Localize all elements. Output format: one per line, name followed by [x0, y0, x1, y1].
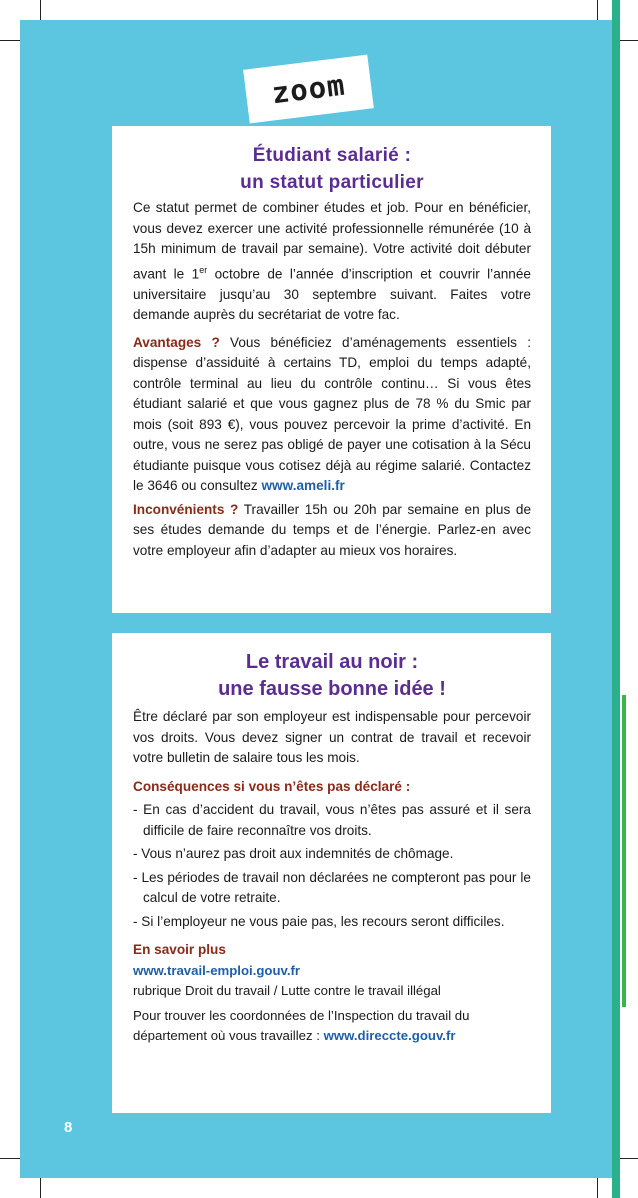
intro-paragraph [133, 198, 531, 326]
list-item: - Les périodes de travail non déclarées ne compteront pas pour le calcul de votre retraite. [133, 869, 531, 905]
direccte-link[interactable]: www.direccte.gouv.fr [323, 1028, 456, 1043]
title-line: une fausse bonne idée ! [218, 678, 446, 700]
ameli-link[interactable]: www.ameli.fr [261, 478, 345, 494]
undeclared-work-box [112, 633, 551, 1113]
consequences-label: Conséquences si vous n’êtes pas déclaré : [133, 778, 411, 794]
crop-mark [0, 1158, 20, 1159]
crop-mark [40, 0, 41, 20]
inspection-text: Pour trouver les coordonnées de l’Inspection du travail du département où vous travaillez : [133, 1007, 470, 1043]
intro-paragraph: Être déclaré par son employeur est indispensable pour percevoir vos droits. Vous devez signer un contrat de travail et recevoir votre bulletin de salaire tous les mois. [133, 709, 531, 765]
crop-mark [40, 1178, 41, 1198]
crop-mark [597, 0, 598, 20]
inspection-paragraph [133, 1006, 531, 1047]
page-number: 8 [64, 1119, 73, 1136]
side-accent-bar [622, 695, 626, 1007]
drawbacks-text: Travailler 15h ou 20h par semaine en plus de ses études demande du temps et de l’énergie. Parlez-en avec votre employeur afin d’adapter au mieux vos horaires. [133, 501, 532, 558]
list-item: - Vous n’aurez pas droit aux indemnités de chômage. [133, 846, 454, 861]
section-title [133, 126, 531, 196]
title-line: Le travail au noir : [245, 651, 419, 673]
list-item: - Si l’employeur ne vous paie pas, les recours seront difficiles. [133, 913, 505, 929]
intro-text: Ce statut permet de combiner études et job. Pour en bénéficier, vous devez exercer une activité professionnelle rémunérée (10 à 15h minimum de travail par semaine). Votre activité doit débuter avant le 1 [133, 200, 531, 282]
crop-mark [618, 1158, 638, 1159]
section-title [133, 633, 531, 703]
crop-mark [0, 40, 20, 41]
list-item: - En cas d’accident du travail, vous n’êtes pas assuré et il sera difficile de faire reconnaître vos droits. [133, 802, 531, 838]
advantages-text: Vous bénéficiez d’aménagements essentiels : dispense d’assiduité à certains TD, emploi du temps adapté, contrôle terminal au lieu du contrôle continu… Si vous êtes étudiant salarié et que vous gagnez plus de 78 % du Smic par mois (soit 893 €), vous pouvez percevoir la prime d’activité. En outre, vous ne serez pas obligé de payer une cotisation à la Sécu étudiante puisque vous cotisez déjà au régime salarié. Contactez le 3646 ou consultez [133, 334, 532, 494]
side-color-bar [612, 0, 620, 1198]
crop-mark [618, 40, 638, 41]
student-employee-box [112, 126, 551, 613]
crop-mark [597, 1178, 598, 1198]
more-info-label: En savoir plus [133, 942, 226, 957]
drawbacks-paragraph [133, 500, 531, 562]
intro-text-end: octobre de l’année d’inscription et couvrir l’année universitaire jusqu’au 30 septembre suivant. Faites votre demande auprès du secrétariat de votre fac. [133, 266, 531, 323]
title-line: un statut particulier [240, 172, 424, 193]
advantages-label: Avantages ? [133, 334, 220, 350]
zoom-label: zoom [269, 67, 348, 111]
title-line: Étudiant salarié : [252, 145, 412, 166]
travail-emploi-link[interactable]: www.travail-emploi.gouv.fr [133, 962, 301, 978]
superscript: er [199, 264, 208, 275]
advantages-paragraph [133, 333, 531, 497]
more-info-text: rubrique Droit du travail / Lutte contre le travail illégal [133, 983, 441, 998]
drawbacks-label: Inconvénients ? [133, 501, 239, 517]
